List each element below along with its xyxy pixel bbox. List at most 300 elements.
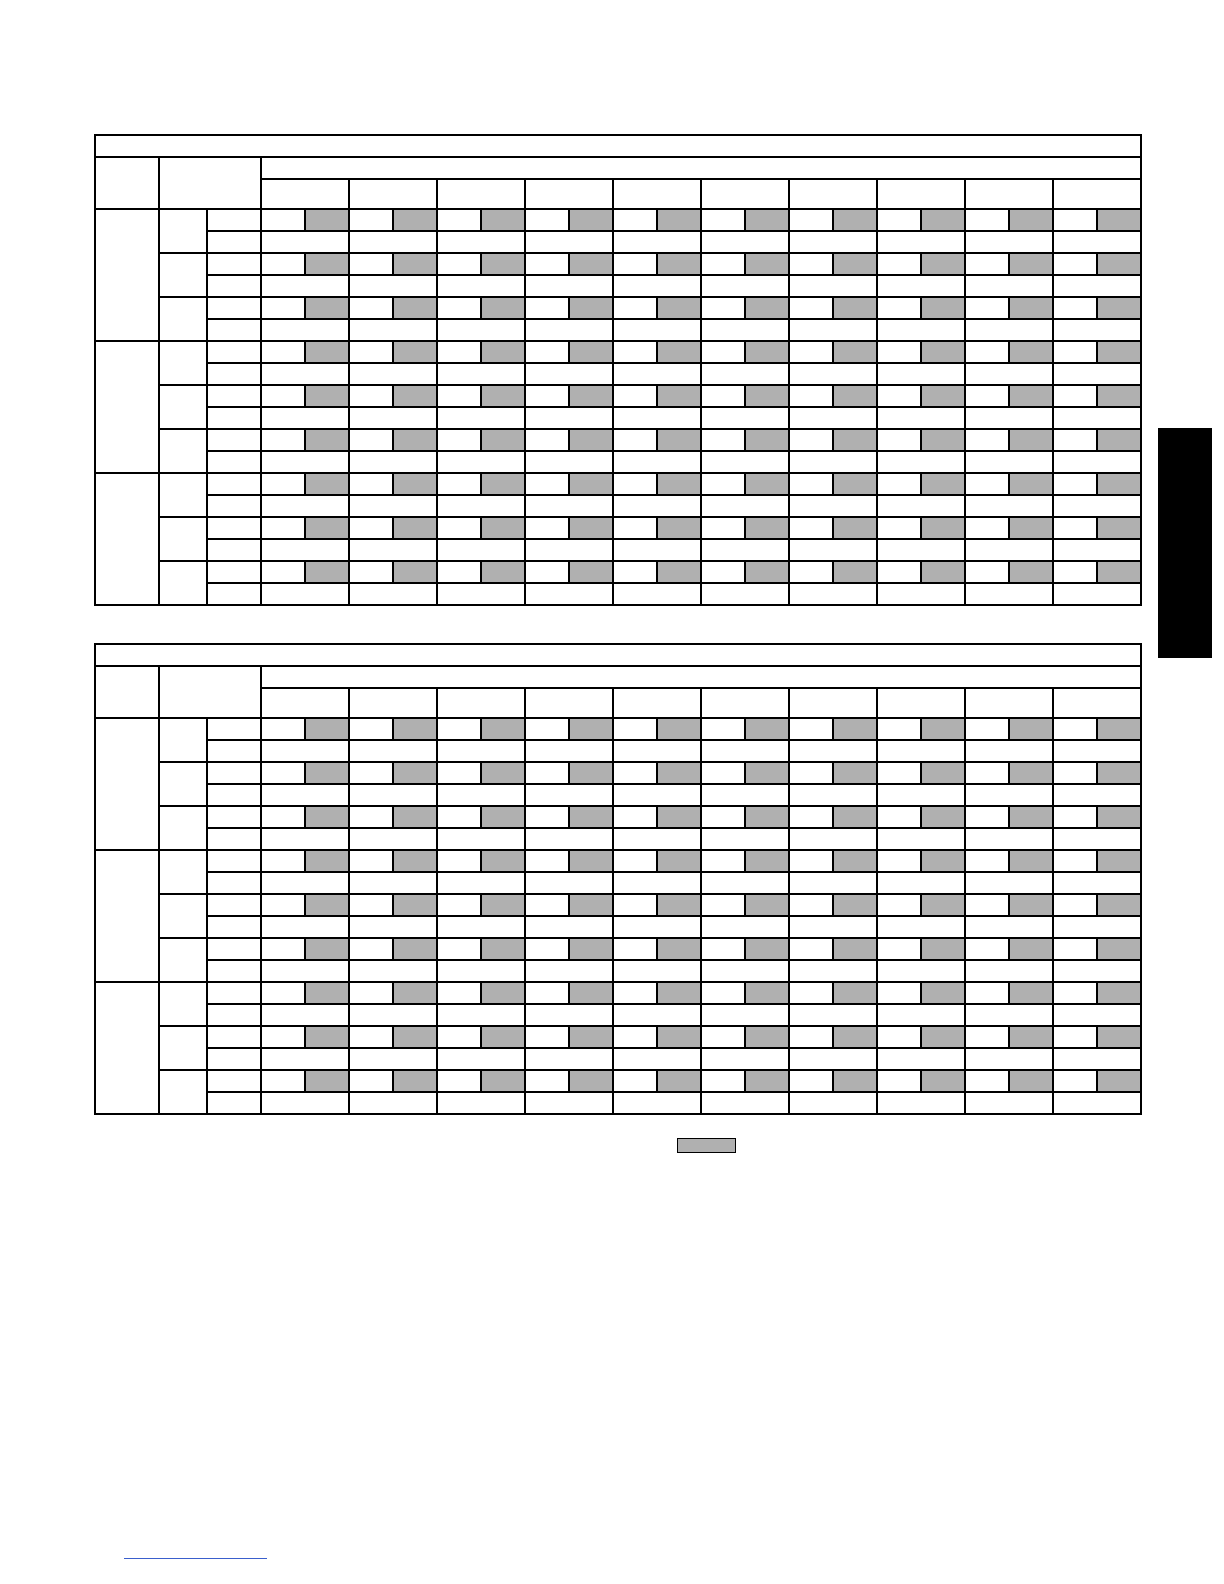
value-cell <box>613 784 701 806</box>
value-cell <box>437 583 525 605</box>
value-cell <box>261 583 349 605</box>
column-header <box>965 179 1053 209</box>
value-cell-shaded <box>481 806 525 828</box>
value-cell <box>965 539 1053 561</box>
subgroup-label-cell <box>159 253 207 297</box>
value-cell <box>261 341 305 363</box>
value-cell-shaded <box>481 894 525 916</box>
table-row <box>95 517 1141 539</box>
value-cell <box>437 718 481 740</box>
value-cell <box>877 583 965 605</box>
value-cell-shaded <box>305 209 349 231</box>
value-cell <box>525 363 613 385</box>
value-cell-shaded <box>1097 297 1141 319</box>
value-cell <box>349 385 393 407</box>
table-row <box>95 1092 1141 1114</box>
value-cell <box>1053 561 1097 583</box>
subgroup-label-cell <box>159 762 207 806</box>
value-cell <box>965 828 1053 850</box>
value-cell-shaded <box>745 762 789 784</box>
value-cell-shaded <box>1097 341 1141 363</box>
value-cell <box>613 982 657 1004</box>
value-cell-shaded <box>921 938 965 960</box>
value-cell-shaded <box>833 982 877 1004</box>
value-cell-shaded <box>833 894 877 916</box>
table-row <box>95 1048 1141 1070</box>
value-cell-shaded <box>657 850 701 872</box>
value-cell-shaded <box>569 297 613 319</box>
value-cell-shaded <box>1009 473 1053 495</box>
value-cell <box>261 1070 305 1092</box>
value-cell <box>789 517 833 539</box>
value-cell <box>1053 740 1141 762</box>
value-cell-shaded <box>921 429 965 451</box>
value-cell <box>789 718 833 740</box>
row-label-cell <box>207 451 261 473</box>
value-cell <box>437 561 481 583</box>
value-cell <box>701 451 789 473</box>
table-row <box>95 850 1141 872</box>
row-label-cell <box>207 872 261 894</box>
value-cell <box>789 429 833 451</box>
value-cell-shaded <box>745 341 789 363</box>
value-cell <box>789 495 877 517</box>
value-cell <box>525 209 569 231</box>
value-cell-shaded <box>305 1026 349 1048</box>
row-label-cell <box>207 916 261 938</box>
value-cell <box>789 407 877 429</box>
value-cell <box>789 850 833 872</box>
value-cell-shaded <box>745 429 789 451</box>
header-row <box>95 666 1141 688</box>
value-cell <box>1053 718 1097 740</box>
value-cell <box>965 231 1053 253</box>
value-cell <box>349 363 437 385</box>
value-cell <box>1053 1026 1097 1048</box>
value-cell <box>525 231 613 253</box>
value-cell-shaded <box>393 762 437 784</box>
value-cell <box>613 363 701 385</box>
value-cell <box>701 473 745 495</box>
value-cell <box>1053 762 1097 784</box>
value-cell-shaded <box>833 253 877 275</box>
value-cell <box>877 718 921 740</box>
table-row <box>95 872 1141 894</box>
value-cell <box>437 517 481 539</box>
value-cell-shaded <box>1097 762 1141 784</box>
value-cell <box>349 828 437 850</box>
value-cell <box>877 784 965 806</box>
value-cell <box>349 806 393 828</box>
value-cell <box>437 297 481 319</box>
column-header <box>877 179 965 209</box>
value-cell-shaded <box>1097 209 1141 231</box>
value-cell-shaded <box>1009 1070 1053 1092</box>
value-cell <box>1053 473 1097 495</box>
value-cell-shaded <box>657 561 701 583</box>
value-cell <box>261 561 305 583</box>
value-cell <box>1053 253 1097 275</box>
value-cell <box>701 275 789 297</box>
value-cell <box>965 1048 1053 1070</box>
value-cell <box>789 1070 833 1092</box>
value-cell-shaded <box>833 429 877 451</box>
value-cell-shaded <box>1009 1026 1053 1048</box>
value-cell-shaded <box>305 341 349 363</box>
value-cell <box>349 473 393 495</box>
column-header <box>701 688 789 718</box>
value-cell <box>261 872 349 894</box>
value-cell-shaded <box>1097 850 1141 872</box>
row-label-cell <box>207 209 261 231</box>
value-cell-shaded <box>657 341 701 363</box>
value-cell <box>965 894 1009 916</box>
value-cell <box>965 784 1053 806</box>
value-cell-shaded <box>921 982 965 1004</box>
value-cell <box>525 319 613 341</box>
value-cell <box>965 209 1009 231</box>
column-header <box>525 688 613 718</box>
group-label-cell <box>95 473 159 605</box>
value-cell-shaded <box>745 561 789 583</box>
value-cell <box>1053 1070 1097 1092</box>
row-label-cell <box>207 1092 261 1114</box>
value-cell <box>437 916 525 938</box>
value-cell <box>349 872 437 894</box>
value-cell-shaded <box>745 938 789 960</box>
value-cell <box>701 850 745 872</box>
value-cell-shaded <box>393 517 437 539</box>
value-cell <box>261 517 305 539</box>
value-cell <box>349 1092 437 1114</box>
value-cell <box>613 740 701 762</box>
table-row <box>95 407 1141 429</box>
value-cell-shaded <box>305 762 349 784</box>
value-cell <box>965 982 1009 1004</box>
value-cell <box>613 1026 657 1048</box>
value-cell <box>789 828 877 850</box>
value-cell <box>525 762 569 784</box>
value-cell-shaded <box>745 385 789 407</box>
table-row <box>95 740 1141 762</box>
value-cell <box>349 297 393 319</box>
value-cell <box>965 495 1053 517</box>
value-cell <box>437 1026 481 1048</box>
value-cell <box>437 1048 525 1070</box>
value-cell <box>701 828 789 850</box>
value-cell <box>613 1048 701 1070</box>
header-row <box>95 157 1141 179</box>
header-span-label <box>261 666 1141 688</box>
value-cell <box>701 539 789 561</box>
table-row <box>95 275 1141 297</box>
value-cell <box>613 872 701 894</box>
value-cell-shaded <box>1009 253 1053 275</box>
value-cell-shaded <box>657 1070 701 1092</box>
value-cell-shaded <box>657 385 701 407</box>
value-cell <box>1053 231 1141 253</box>
table-title-row <box>95 135 1141 157</box>
value-cell <box>701 938 745 960</box>
value-cell <box>349 495 437 517</box>
value-cell <box>261 894 305 916</box>
value-cell <box>877 762 921 784</box>
value-cell <box>525 429 569 451</box>
value-cell-shaded <box>1097 429 1141 451</box>
column-header <box>965 688 1053 718</box>
value-cell-shaded <box>393 894 437 916</box>
value-cell-shaded <box>569 253 613 275</box>
value-cell <box>965 429 1009 451</box>
value-cell <box>613 451 701 473</box>
value-cell-shaded <box>569 718 613 740</box>
value-cell <box>877 451 965 473</box>
subgroup-label-cell <box>159 1070 207 1114</box>
value-cell <box>1053 297 1097 319</box>
value-cell <box>965 275 1053 297</box>
value-cell-shaded <box>481 517 525 539</box>
value-cell <box>701 231 789 253</box>
value-cell <box>701 806 745 828</box>
value-cell <box>965 1026 1009 1048</box>
value-cell-shaded <box>305 385 349 407</box>
subgroup-label-cell <box>159 385 207 429</box>
value-cell <box>349 517 393 539</box>
value-cell <box>701 1004 789 1026</box>
value-cell-shaded <box>1009 561 1053 583</box>
value-cell <box>877 473 921 495</box>
value-cell-shaded <box>921 561 965 583</box>
value-cell <box>1053 319 1141 341</box>
value-cell <box>349 1026 393 1048</box>
value-cell-shaded <box>1009 429 1053 451</box>
value-cell <box>613 539 701 561</box>
value-cell-shaded <box>393 385 437 407</box>
value-cell <box>965 1092 1053 1114</box>
value-cell <box>789 762 833 784</box>
value-cell <box>525 938 569 960</box>
column-header <box>877 688 965 718</box>
value-cell <box>789 275 877 297</box>
subgroup-label-cell <box>159 473 207 517</box>
value-cell-shaded <box>393 1026 437 1048</box>
row-label-cell <box>207 473 261 495</box>
value-cell <box>877 806 921 828</box>
value-cell <box>437 1004 525 1026</box>
value-cell <box>261 451 349 473</box>
value-cell <box>1053 275 1141 297</box>
value-cell-shaded <box>569 561 613 583</box>
value-cell <box>525 828 613 850</box>
value-cell-shaded <box>657 718 701 740</box>
value-cell <box>261 495 349 517</box>
value-cell-shaded <box>833 209 877 231</box>
value-cell <box>789 1048 877 1070</box>
value-cell <box>877 1048 965 1070</box>
value-cell-shaded <box>833 517 877 539</box>
value-cell-shaded <box>481 718 525 740</box>
value-cell <box>349 916 437 938</box>
value-cell <box>613 385 657 407</box>
value-cell-shaded <box>481 561 525 583</box>
value-cell <box>437 1092 525 1114</box>
value-cell-shaded <box>745 894 789 916</box>
value-cell <box>525 894 569 916</box>
value-cell <box>261 1048 349 1070</box>
value-cell-shaded <box>305 718 349 740</box>
value-cell <box>261 740 349 762</box>
value-cell <box>877 938 921 960</box>
table-row <box>95 363 1141 385</box>
column-header <box>789 688 877 718</box>
table-row <box>95 385 1141 407</box>
value-cell-shaded <box>305 1070 349 1092</box>
value-cell <box>613 718 657 740</box>
value-cell <box>437 385 481 407</box>
value-cell <box>1053 583 1141 605</box>
value-cell <box>789 561 833 583</box>
value-cell <box>1053 341 1097 363</box>
header-condition-label <box>159 666 261 718</box>
value-cell-shaded <box>569 762 613 784</box>
value-cell <box>613 1070 657 1092</box>
value-cell <box>1053 916 1141 938</box>
value-cell-shaded <box>833 806 877 828</box>
value-cell-shaded <box>393 429 437 451</box>
value-cell <box>437 982 481 1004</box>
value-cell-shaded <box>393 718 437 740</box>
value-cell <box>525 517 569 539</box>
value-cell-shaded <box>305 297 349 319</box>
column-header <box>349 688 437 718</box>
value-cell-shaded <box>393 209 437 231</box>
value-cell <box>789 297 833 319</box>
value-cell <box>437 429 481 451</box>
value-cell-shaded <box>393 982 437 1004</box>
row-label-cell <box>207 363 261 385</box>
column-header <box>613 179 701 209</box>
column-header <box>525 179 613 209</box>
subgroup-label-cell <box>159 894 207 938</box>
row-label-cell <box>207 740 261 762</box>
value-cell-shaded <box>1009 762 1053 784</box>
value-cell <box>789 319 877 341</box>
value-cell-shaded <box>1009 982 1053 1004</box>
value-cell-shaded <box>921 1070 965 1092</box>
table-row <box>95 762 1141 784</box>
table-row <box>95 828 1141 850</box>
subgroup-label-cell <box>159 561 207 605</box>
row-label-cell <box>207 429 261 451</box>
value-cell-shaded <box>921 253 965 275</box>
subgroup-label-cell <box>159 850 207 894</box>
value-cell <box>877 872 965 894</box>
value-cell-shaded <box>745 473 789 495</box>
group-label-cell <box>95 341 159 473</box>
value-cell <box>789 1092 877 1114</box>
table-row <box>95 495 1141 517</box>
value-cell <box>1053 784 1141 806</box>
value-cell <box>701 495 789 517</box>
value-cell <box>613 1092 701 1114</box>
value-cell-shaded <box>481 1026 525 1048</box>
value-cell <box>789 938 833 960</box>
value-cell <box>525 407 613 429</box>
value-cell <box>1053 850 1097 872</box>
value-cell <box>349 740 437 762</box>
value-cell <box>877 253 921 275</box>
value-cell <box>525 850 569 872</box>
value-cell-shaded <box>833 718 877 740</box>
value-cell <box>701 916 789 938</box>
value-cell <box>437 938 481 960</box>
value-cell <box>965 517 1009 539</box>
column-header <box>261 688 349 718</box>
value-cell <box>965 718 1009 740</box>
value-cell <box>437 1070 481 1092</box>
value-cell-shaded <box>569 385 613 407</box>
value-cell <box>701 872 789 894</box>
value-cell <box>349 231 437 253</box>
value-cell <box>701 762 745 784</box>
value-cell-shaded <box>745 253 789 275</box>
footnote-rule <box>124 1558 267 1559</box>
value-cell <box>877 916 965 938</box>
value-cell <box>789 894 833 916</box>
value-cell-shaded <box>481 938 525 960</box>
value-cell-shaded <box>481 473 525 495</box>
value-cell-shaded <box>657 762 701 784</box>
value-cell <box>525 341 569 363</box>
table-row <box>95 451 1141 473</box>
row-label-cell <box>207 275 261 297</box>
value-cell <box>437 231 525 253</box>
table-row <box>95 561 1141 583</box>
subgroup-label-cell <box>159 297 207 341</box>
value-cell <box>789 253 833 275</box>
value-cell <box>437 275 525 297</box>
value-cell <box>1053 407 1141 429</box>
value-cell <box>613 319 701 341</box>
value-cell <box>789 960 877 982</box>
subgroup-label-cell <box>159 806 207 850</box>
value-cell-shaded <box>1097 718 1141 740</box>
value-cell <box>613 275 701 297</box>
value-cell-shaded <box>1097 1070 1141 1092</box>
value-cell <box>701 253 745 275</box>
value-cell-shaded <box>1097 385 1141 407</box>
value-cell-shaded <box>921 473 965 495</box>
table-row <box>95 938 1141 960</box>
table-row <box>95 1070 1141 1092</box>
column-header <box>349 179 437 209</box>
value-cell <box>701 718 745 740</box>
value-cell-shaded <box>393 561 437 583</box>
value-cell <box>349 850 393 872</box>
value-cell <box>525 495 613 517</box>
value-cell <box>613 894 657 916</box>
value-cell <box>789 209 833 231</box>
value-cell <box>525 473 569 495</box>
value-cell-shaded <box>1009 385 1053 407</box>
value-cell <box>613 583 701 605</box>
value-cell-shaded <box>921 806 965 828</box>
value-cell <box>525 583 613 605</box>
legend-shaded-swatch <box>677 1138 736 1153</box>
row-label-cell <box>207 407 261 429</box>
value-cell-shaded <box>305 938 349 960</box>
value-cell-shaded <box>657 429 701 451</box>
